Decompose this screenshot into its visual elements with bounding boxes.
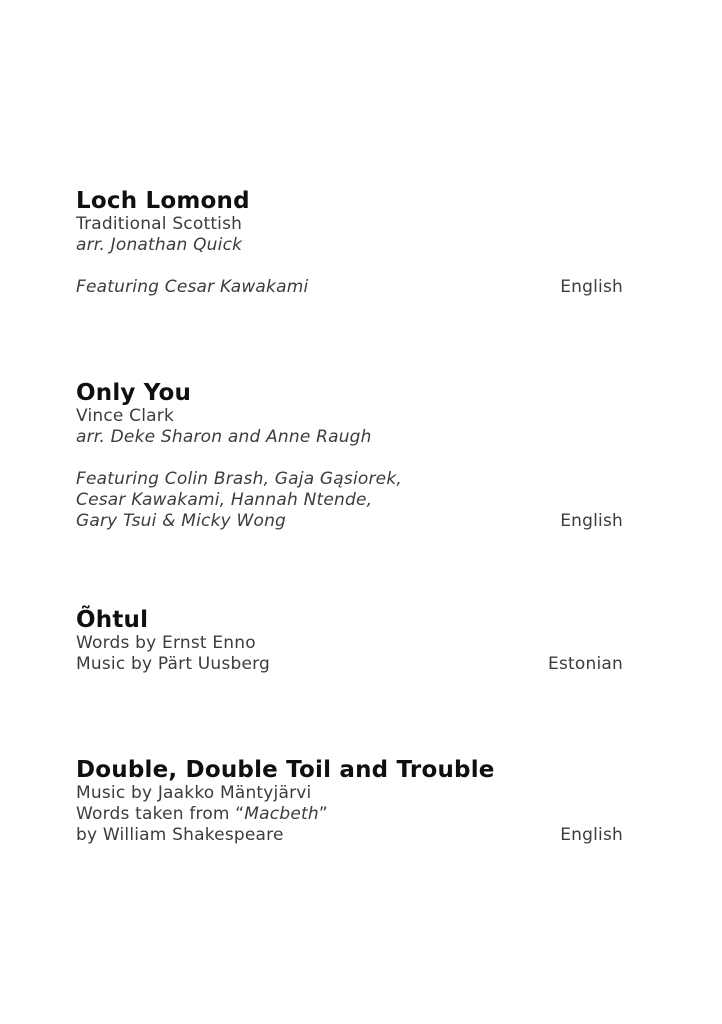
arranger-line: arr. Deke Sharon and Anne Raugh (76, 427, 372, 447)
featuring-language-row (76, 277, 623, 298)
credit-line: Vince Clark (76, 406, 175, 426)
credit-line: Words by Ernst Enno (76, 633, 256, 653)
blank-line (76, 448, 623, 469)
featuring-line: Gary Tsui & Micky Wong (76, 511, 287, 531)
quoted-work-title: Macbeth (244, 804, 319, 824)
quote-prefix: Words taken from “ (76, 804, 245, 824)
credit-language-row (76, 654, 623, 675)
language-label: English (560, 511, 623, 531)
blank-line (76, 256, 623, 277)
piece-title: Double, Double Toil and Trouble (76, 757, 495, 783)
piece-section-only-you (76, 380, 623, 532)
featuring-line: Cesar Kawakami, Hannah Ntende, (76, 490, 373, 510)
piece-section-loch-lomond (76, 188, 623, 298)
piece-title: Only You (76, 380, 192, 406)
piece-section-ohtul (76, 607, 623, 675)
credit-line: by William Shakespeare (76, 825, 284, 845)
language-label: Estonian (548, 654, 623, 674)
featuring-line: Featuring Colin Brash, Gaja Gąsiorek, (76, 469, 402, 489)
language-label: English (560, 277, 623, 297)
piece-title: Loch Lomond (76, 188, 250, 214)
credit-line: Traditional Scottish (76, 214, 243, 234)
credit-line: Music by Pärt Uusberg (76, 654, 270, 674)
piece-title: Õhtul (76, 607, 149, 633)
featuring-line: Featuring Cesar Kawakami (76, 277, 309, 297)
quote-suffix: ” (318, 804, 328, 824)
credit-line: Music by Jaakko Mäntyjärvi (76, 783, 312, 803)
arranger-line: arr. Jonathan Quick (76, 235, 243, 255)
language-label: English (560, 825, 623, 845)
credit-language-row (76, 825, 623, 846)
piece-section-double-double (76, 757, 623, 846)
featuring-language-row (76, 511, 623, 532)
credit-line-with-quote (76, 804, 623, 825)
